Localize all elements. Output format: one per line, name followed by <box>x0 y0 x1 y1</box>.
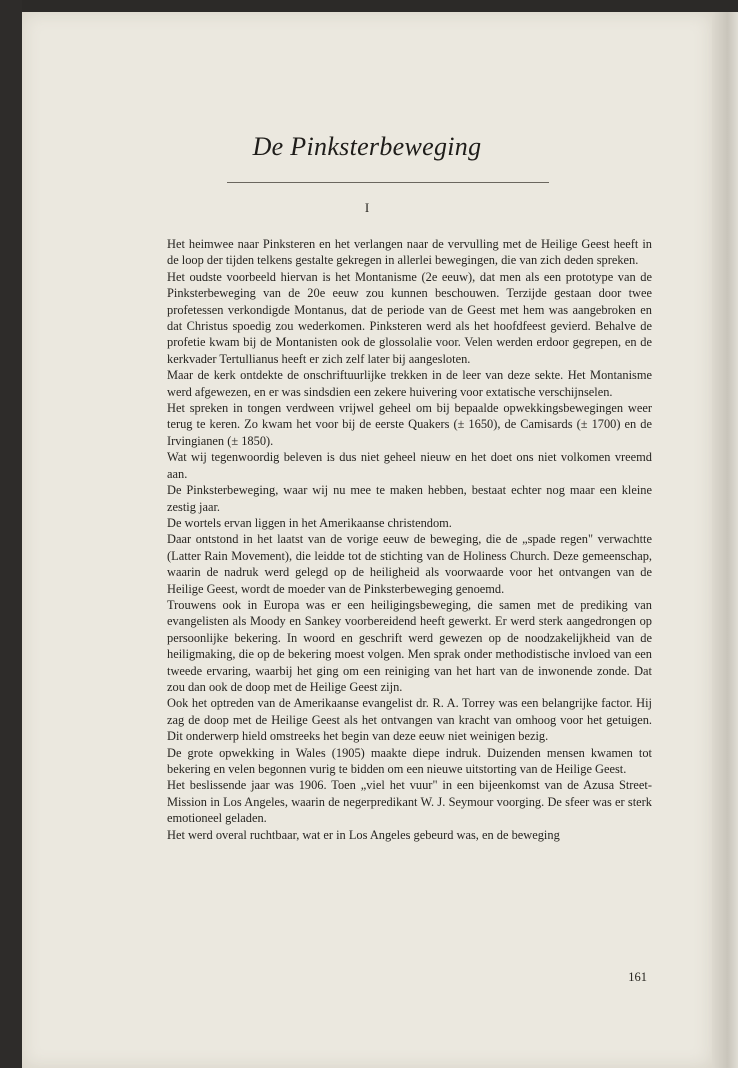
paragraph: De Pinksterbeweging, waar wij nu mee te maken hebben, bestaat echter nog maar een kleine zestig jaar. <box>167 483 652 514</box>
paragraph: De grote opwekking in Wales (1905) maakte diepe indruk. Duizenden mensen kwamen tot bekering en velen begonnen vurig te bidden om een nieuwe uitstorting van de Heilige Geest. <box>167 745 652 776</box>
book-page <box>22 12 712 1068</box>
paragraph: Daar ontstond in het laatst van de vorige eeuw de beweging, die de „spade regen" verwachtte (Latter Rain Movement), die leidde tot de stichting van de Holiness Church. Deze gemeenschap, waarin de nadruk werd gelegd op de heiligheid als voorwaarde voor het ontvangen van de Heilige Geest, wordt de moeder van de Pinksterbeweging genoemd. <box>167 532 652 596</box>
paragraph: Het beslissende jaar was 1906. Toen „viel het vuur" in een bijeenkomst van de Azusa Street-Mission in Los Angeles, waarin de negerpredikant W. J. Seymour voorging. De sfeer was er sterk emotioneel geladen. <box>167 778 652 826</box>
paragraph: Maar de kerk ontdekte de onschriftuurlijke trekken in de leer van deze sekte. Het Montanisme werd afgewezen, en er was sindsdien een zekere huivering voor extatische verschijnselen. <box>167 368 652 399</box>
paragraph: De wortels ervan liggen in het Amerikaanse christendom. <box>167 515 452 530</box>
body-text <box>167 236 652 843</box>
paragraph: Het heimwee naar Pinksteren en het verlangen naar de vervulling met de Heilige Geest heeft in de loop der tijden telkens gestalte gekregen in allerlei bewegingen, die van zich deden spreken. <box>167 237 652 268</box>
chapter-title: De Pinksterbeweging <box>252 132 482 161</box>
page-number: 161 <box>628 970 647 984</box>
paragraph: Wat wij tegenwoordig beleven is dus niet geheel nieuw en het doet ons niet volkomen vreemd aan. <box>167 450 652 481</box>
paragraph: Het oudste voorbeeld hiervan is het Montanisme (2e eeuw), dat men als een prototype van de Pinksterbeweging van de 20e eeuw zou kunnen beschouwen. Terzijde gestaan door twee profetessen verkondigde Montanus, dat de periode van de Geest met hem was aangebroken en dat Christus spoedig zou wederkomen. Pinksteren werd als het hoofdfeest gevierd. Behalve de profetie kwam bij de Montanisten ook de glossolalie voor. Velen werden erdoor gegrepen, en de kerkvader Tertullianus heeft er zich zelf later bij aangesloten. <box>167 269 652 366</box>
paragraph: Trouwens ook in Europa was er een heiligingsbeweging, die samen met de prediking van evangelisten als Moody en Sankey voorbereidend heeft gewerkt. Er werd sterk aangedrongen op persoonlijke bekering. In woord en geschrift werd gewezen op de noodzakelijkheid van de heiligmaking, die op de bekering moest volgen. Men sprak onder methodistische invloed van een tweede ervaring, waarbij het ging om een reiniging van het hart van de inwonende zonde. Dat zou dan ook de doop met de Heilige Geest zijn. <box>167 597 652 694</box>
section-number: I <box>364 200 370 215</box>
scan-border-left <box>0 0 22 1068</box>
paragraph: Het spreken in tongen verdween vrijwel geheel om bij bepaalde opwekkingsbewegingen weer terug te keren. Zo kwam het voor bij de eerste Quakers (± 1650), de Camisards (± 1700) en de Irvingianen (± 1850). <box>167 401 652 448</box>
paragraph: Het werd overal ruchtbaar, wat er in Los Angeles gebeurd was, en de beweging <box>167 827 560 842</box>
paragraph: Ook het optreden van de Amerikaanse evangelist dr. R. A. Torrey was een belangrijke factor. Hij zag de doop met de Heilige Geest als het ontvangen van kracht van omhoog voor het getuigen. Dit onderwerp hield omstreeks het begin van deze eeuw niet weinigen bezig. <box>167 696 652 744</box>
page-edge-right <box>712 12 738 1068</box>
title-rule <box>227 182 549 183</box>
